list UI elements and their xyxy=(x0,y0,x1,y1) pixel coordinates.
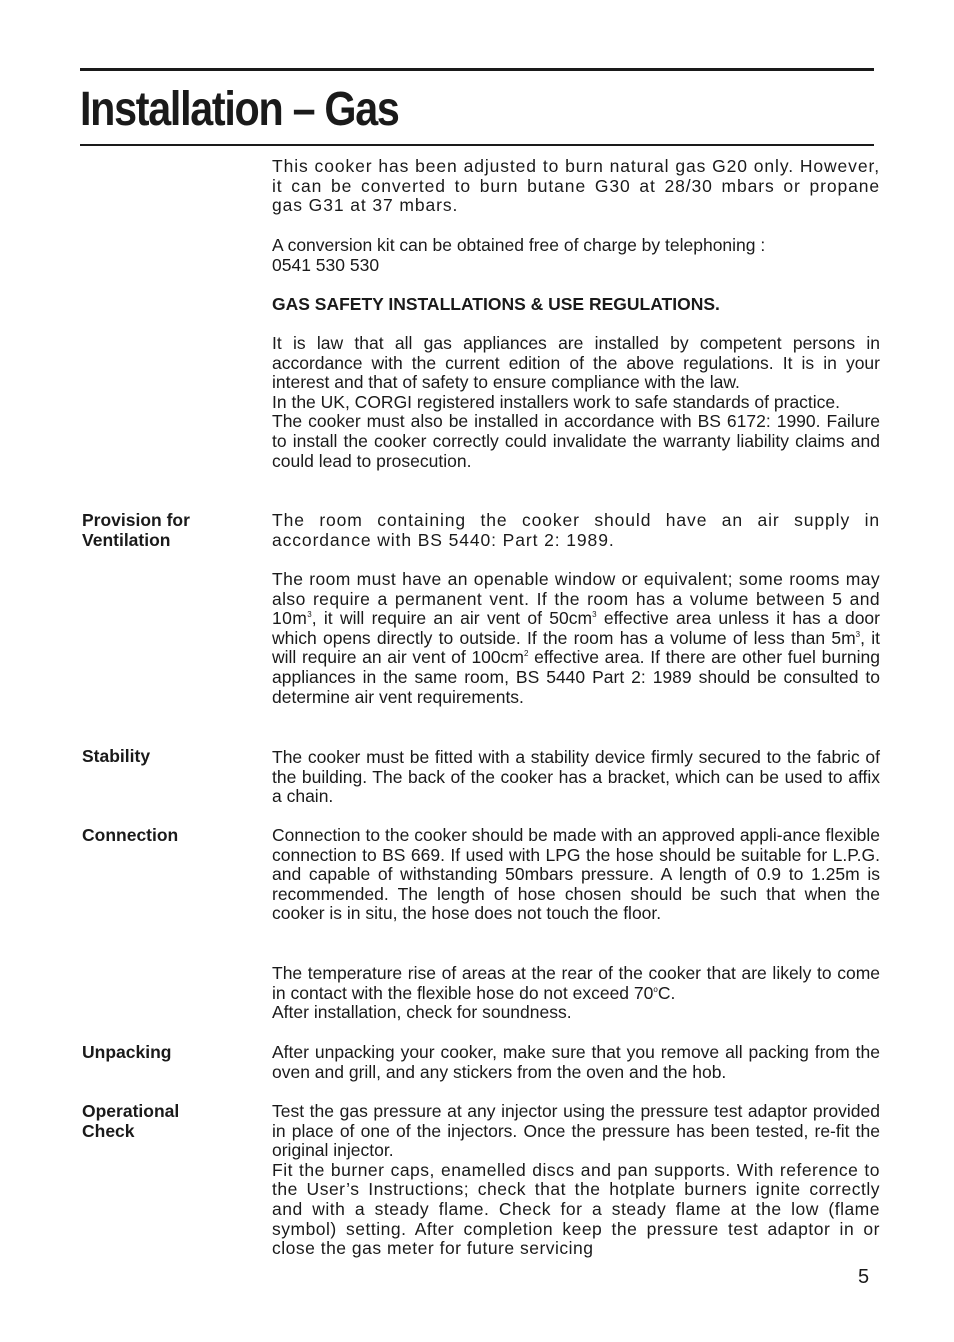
intro-paragraph-gas-types: This cooker has been adjusted to burn natural gas G20 only. However, it can be converted to burn butane G30 at 28/30 mbars or propane gas G31 at 37 mbars. xyxy=(272,156,880,216)
unpacking-paragraph: After unpacking your cooker, make sure that you remove all packing from the oven and grill, and any stickers from the oven and the hob. xyxy=(272,1042,880,1082)
connection-paragraph-temperature xyxy=(272,964,880,1023)
soundness-text: After installation, check for soundness. xyxy=(272,1002,572,1023)
operational-check-paragraph xyxy=(272,1102,880,1259)
burner-check-text: Fit the burner caps, enamelled discs and pan supports. With reference to the User’s Instructions; check that the hotplate burners ignite correctly and with a steady flame. Check for a steady flame at the low (flame symbol) setting. After completion keep the pressure test adaptor in or close the gas meter for future servicing xyxy=(272,1159,880,1259)
title-rule-top xyxy=(80,68,874,71)
corgi-text: In the UK, CORGI registered installers work to safe standards of practice. xyxy=(272,391,841,412)
operational-heading-line1: Operational xyxy=(82,1101,180,1121)
bs6172-text: The cooker must also be installed in accordance with BS 6172: 1990. Failure to install the cooker correctly could invalidate the warranty liability claims and could lead to prosecution. xyxy=(272,411,880,471)
ventilation-heading xyxy=(82,510,262,550)
intro-paragraph-conversion-kit xyxy=(272,236,880,275)
temperature-text: The temperature rise of areas at the rear of the cooker that are likely to come in contact with the flexible hose do not exceed 70$^o$C. xyxy=(272,963,880,1003)
regulations-heading xyxy=(272,295,880,315)
stability-paragraph: The cooker must be fitted with a stability device firmly secured to the fabric of the building. The back of the cooker has a bracket, which can be used to affix a chain. xyxy=(272,747,880,807)
connection-heading: Connection xyxy=(82,825,179,845)
ventilation-heading-line2: Ventilation xyxy=(82,530,171,550)
intro-paragraph-law xyxy=(272,334,880,471)
ventilation-heading-line1: Provision for xyxy=(82,510,190,530)
regulations-heading-text: GAS SAFETY INSTALLATIONS & USE REGULATIONS. xyxy=(272,294,720,314)
stability-heading: Stability xyxy=(82,746,151,766)
operational-check-heading xyxy=(82,1101,262,1141)
page-number: 5 xyxy=(858,1266,870,1288)
pressure-test-text: Test the gas pressure at any injector using the pressure test adaptor provided in place of one of the injectors. Once the pressure has been tested, re-fit the original injector. xyxy=(272,1101,880,1161)
title-rule-bottom xyxy=(80,144,874,146)
unpacking-heading: Unpacking xyxy=(82,1042,172,1062)
conversion-kit-text: A conversion kit can be obtained free of charge by telephoning : xyxy=(272,235,766,255)
conversion-kit-phone: 0541 530 530 xyxy=(272,254,380,275)
ventilation-paragraph-room-volume: The room must have an openable window or equivalent; some rooms may also require a permanent vent. If the room has a volume between 5 and $10m^3$, it will require an air vent of $50cm^3$ effective area unless it has a door which opens directly to outside. If the room has a volume of less than $5m^3$, it will require an air vent of $100cm^2$ effective area. If there are other fuel burning appliances in the same room, BS 5440 Part 2: 1989 should be consulted to determine air vent requirements. xyxy=(272,569,880,707)
page-title: Installation – Gas xyxy=(80,83,399,136)
law-text: It is law that all gas appliances are installed by competent persons in accordance with the current edition of the above regulations. It is in your interest and that of safety to ensure compliance with the law. xyxy=(272,333,880,393)
ventilation-paragraph-air-supply: The room containing the cooker should have an air supply in accordance with BS 5440: Part 2: 1989. xyxy=(272,510,880,550)
connection-paragraph-hose: Connection to the cooker should be made with an approved appli-ance flexible connection to BS 669. If used with LPG the hose should be suitable for L.P.G. and capable of withstanding 50mbars pressure. A length of 0.9 to 1.25m is recommended. The length of hose chosen should be such that when the cooker is in situ, the hose does not touch the floor. xyxy=(272,825,880,924)
operational-heading-line2: Check xyxy=(82,1121,135,1141)
